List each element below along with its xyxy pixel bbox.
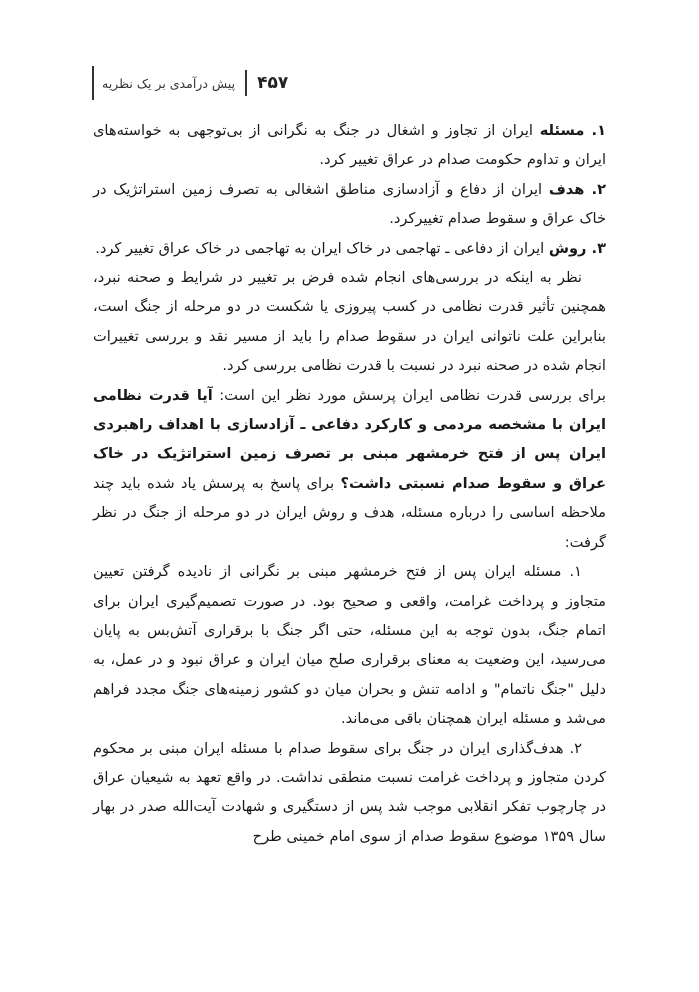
paragraph-2 [93, 381, 606, 557]
paragraph-4: ۲. هدف‌گذاری ایران در جنگ برای سقوط صدام با مسئله ایران مبنی بر محکوم کردن متجاوز و پرداخت غرامت نسبت منطقی نداشت. در واقع تعهد به شیعیان عراق در چارچوب تفکر انقلابی موجب شد پس از دستگیری و شهادت آیت‌الله صدر در بهار سال ۱۳۵۹ موضوع سقوط صدام از سوی امام خمینی طرح [93, 739, 606, 845]
item-3-text: ایران از دفاعی ـ تهاجمی در خاک ایران به تهاجمی در خاک عراق تغییر کرد. [95, 239, 549, 257]
paragraph-1: نظر به اینکه در بررسی‌های انجام شده فرض بر تغییر در شرایط و صحنه نبرد، همچنین تأثیر قدرت نظامی در کسب پیروزی یا شکست در دو مرحله از جنگ است، بنابراین علت ناتوانی ایران در سقوط صدام را باید از مسیر نقد و بررسی تغییرات انجام شده در صحنه نبرد در نسبت با قدرت نظامی بررسی کرد. [93, 269, 606, 375]
numbered-item-3 [93, 234, 606, 263]
research-question: آیا قدرت نظامی ایران با مشخصه مردمی و کارکرد دفاعی ـ آزادسازی با اهداف راهبردی ایران پس از فتح خرمشهر مبنی بر تصرف زمین استراتژیک در خاک عراق و سقوط صدام نسبتی داشت؟ [93, 386, 606, 492]
numbered-item-1 [93, 116, 606, 175]
paragraph-2-intro: برای بررسی قدرت نظامی ایران پرسش مورد نظر این است: [212, 386, 606, 404]
paragraph-2-rest: برای پاسخ به پرسش یاد شده باید چند ملاحظه اساسی را درباره مسئله، هدف و روش ایران در دو مرحله از جنگ در نظر گرفت: [93, 474, 606, 551]
paragraph-3: ۱. مسئله ایران پس از فتح خرمشهر مبنی بر نگرانی از نادیده گرفتن تعیین متجاوز و پرداخت غرامت، واقعی و صحیح بود. در صورت تصمیم‌گیری ایران برای اتمام جنگ، بدون توجه به این مسئله، حتی اگر جنگ با برقراری آتش‌بس به پایان می‌رسید، این وضعیت به معنای برقراری صلح میان ایران و عراق نبود و در عمل، به دلیل "جنگ ناتمام" و ادامه تنش و بحران میان دو کشور زمینه‌های جنگ مجدد فراهم می‌شد و مسئله ایران همچنان باقی می‌ماند. [93, 563, 606, 728]
item-3-lead: ۳. روش [548, 239, 606, 257]
item-1-lead: ۱. مسئله [539, 122, 606, 139]
body-text [93, 116, 606, 851]
item-1-text: ایران از تجاوز و اشغال در جنگ به نگرانی از بی‌توجهی به خواسته‌های ایران و تداوم حکومت صدام در عراق تغییر کرد. [93, 122, 606, 169]
numbered-item-2 [93, 175, 606, 234]
item-2-text: ایران از دفاع و آزادسازی مناطق اشغالی به تصرف زمین استراتژیک در خاک عراق و سقوط صدام تغییرکرد. [93, 180, 606, 228]
running-header [92, 66, 612, 100]
page-number: ۴۵۷ [257, 73, 289, 93]
running-title: پیش درآمدی بر یک نظریه [102, 75, 236, 91]
item-2-lead: ۲. هدف [548, 180, 606, 198]
